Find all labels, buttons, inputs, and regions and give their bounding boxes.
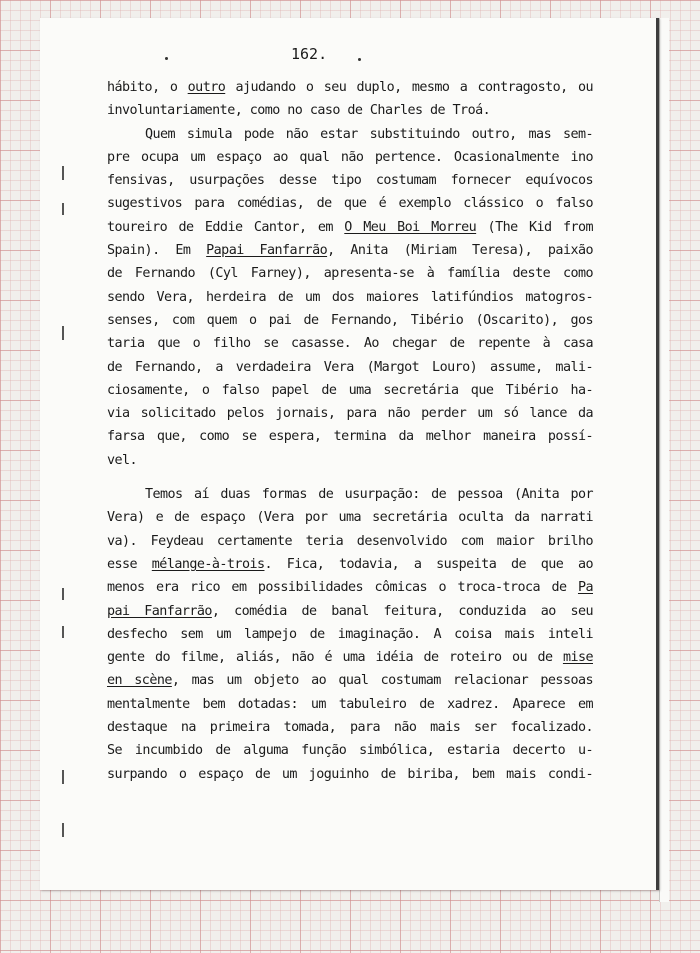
line-text: Temos aí duas formas de usurpação: de pessoa (Anita por bbox=[145, 487, 593, 503]
line-text: va). Feydeau certamente teria desenvolvido com maior brilho bbox=[107, 533, 593, 549]
text-line bbox=[107, 356, 593, 379]
underlined-title: O Meu Boi Morreu bbox=[344, 219, 477, 235]
margin-mark bbox=[62, 203, 64, 215]
line-text: toureiro de Eddie Cantor, em O Meu Boi Morreu (The Kid from bbox=[107, 219, 593, 235]
text-line bbox=[107, 716, 593, 739]
margin-mark bbox=[62, 626, 64, 638]
underlined-title: Papai Fanfarrão bbox=[206, 243, 328, 259]
line-text: pai Fanfarrão, comédia de banal feitura, conduzida ao seu bbox=[107, 603, 593, 619]
line-text: de Fernando (Cyl Farney), apresenta-se à família deste como bbox=[107, 266, 593, 282]
line-text: fensivas, usurpações desse tipo costumam fornecer equívocos bbox=[107, 173, 593, 189]
text-line bbox=[107, 262, 593, 285]
text-line bbox=[107, 76, 593, 99]
text-line bbox=[107, 146, 593, 169]
text-line bbox=[107, 739, 593, 762]
text-line bbox=[107, 216, 593, 239]
margin-mark bbox=[62, 588, 64, 600]
text-line bbox=[107, 600, 593, 623]
line-text: ciosamente, o falso papel de uma secretária que Tibério ha- bbox=[107, 382, 593, 398]
line-text: farsa que, como se espera, termina da melhor maneira possí- bbox=[107, 429, 593, 445]
text-line bbox=[107, 286, 593, 309]
line-text: destaque na primeira tomada, para não mais ser focalizado. bbox=[107, 720, 593, 736]
text-line bbox=[107, 506, 593, 529]
document-body bbox=[107, 76, 593, 786]
margin-mark bbox=[62, 326, 64, 340]
line-text: via solicitado pelos jornais, para não perder um só lance da bbox=[107, 406, 593, 422]
line-text: sendo Vera, herdeira de um dos maiores latifúndios matogros- bbox=[107, 289, 593, 305]
text-line bbox=[107, 425, 593, 448]
line-text: mentalmente bem dotadas: um tabuleiro de xadrez. Aparece em bbox=[107, 696, 593, 712]
paragraph-start-line bbox=[107, 483, 593, 506]
paragraph-start-line bbox=[107, 123, 593, 146]
margin-mark bbox=[62, 166, 64, 180]
text-line bbox=[107, 763, 593, 786]
line-text: vel. bbox=[107, 452, 138, 468]
line-text: menos era rico em possibilidades cômicas o troca-troca de Pa bbox=[107, 580, 593, 596]
page-edge-shadow bbox=[659, 18, 669, 902]
page-number: 162. bbox=[291, 45, 328, 63]
text-line bbox=[107, 553, 593, 576]
underlined-title: en scène bbox=[107, 673, 172, 689]
line-text: senses, com quem o pai de Fernando, Tibério (Oscarito), gos bbox=[107, 312, 593, 328]
text-line bbox=[107, 646, 593, 669]
text-line bbox=[107, 693, 593, 716]
line-text: surpando o espaço de um joguinho de biriba, bem mais condi- bbox=[107, 766, 593, 782]
margin-mark bbox=[62, 770, 64, 784]
line-text: en scène, mas um objeto ao qual costumam relacionar pessoas bbox=[107, 673, 593, 689]
line-text: taria que o filho se casasse. Ao chegar de repente à casa bbox=[107, 336, 593, 352]
text-line bbox=[107, 623, 593, 646]
line-text: Se incumbido de alguma função simbólica, estaria decerto u- bbox=[107, 743, 593, 759]
text-line bbox=[107, 379, 593, 402]
line-text: Vera) e de espaço (Vera por uma secretária oculta da narrati bbox=[107, 510, 593, 526]
line-text: desfecho sem um lampejo de imaginação. A coisa mais inteli bbox=[107, 626, 593, 642]
text-line bbox=[107, 239, 593, 262]
line-text: esse mélange-à-trois. Fica, todavia, a suspeita de que ao bbox=[107, 556, 593, 572]
line-text: de Fernando, a verdadeira Vera (Margot Louro) assume, mali- bbox=[107, 359, 593, 375]
text-line bbox=[107, 332, 593, 355]
text-line bbox=[107, 402, 593, 425]
ink-speck bbox=[165, 57, 168, 60]
text-line bbox=[107, 309, 593, 332]
line-text: pre ocupa um espaço ao qual não pertence. Ocasionalmente ino bbox=[107, 149, 593, 165]
underlined-title: outro bbox=[187, 80, 226, 95]
line-text: Quem simula pode não estar substituindo outro, mas sem- bbox=[145, 126, 593, 142]
text-line bbox=[107, 669, 593, 692]
line-text: sugestivos para comédias, de que é exemplo clássico o falso bbox=[107, 196, 593, 212]
text-line bbox=[107, 169, 593, 192]
margin-mark bbox=[62, 823, 64, 837]
text-line bbox=[107, 99, 593, 122]
underlined-title: Pa bbox=[577, 580, 593, 596]
underlined-title: pai Fanfarrão bbox=[107, 603, 212, 619]
text-line bbox=[107, 576, 593, 599]
paragraph-gap bbox=[107, 472, 593, 483]
underlined-title: mise bbox=[562, 650, 593, 666]
line-text: involuntariamente, como no caso de Charles de Troá. bbox=[107, 103, 491, 119]
text-line bbox=[107, 449, 593, 472]
underlined-title: mélange-à-trois bbox=[151, 556, 265, 572]
line-text: gente do filme, aliás, não é uma idéia de roteiro ou de mise bbox=[107, 650, 593, 666]
text-line bbox=[107, 530, 593, 553]
ink-speck bbox=[358, 58, 361, 61]
line-text: hábito, o outro ajudando o seu duplo, mesmo a contragosto, ou bbox=[107, 80, 593, 95]
line-text: Spain). Em Papai Fanfarrão, Anita (Miriam Teresa), paixão bbox=[107, 243, 593, 259]
text-line bbox=[107, 192, 593, 215]
